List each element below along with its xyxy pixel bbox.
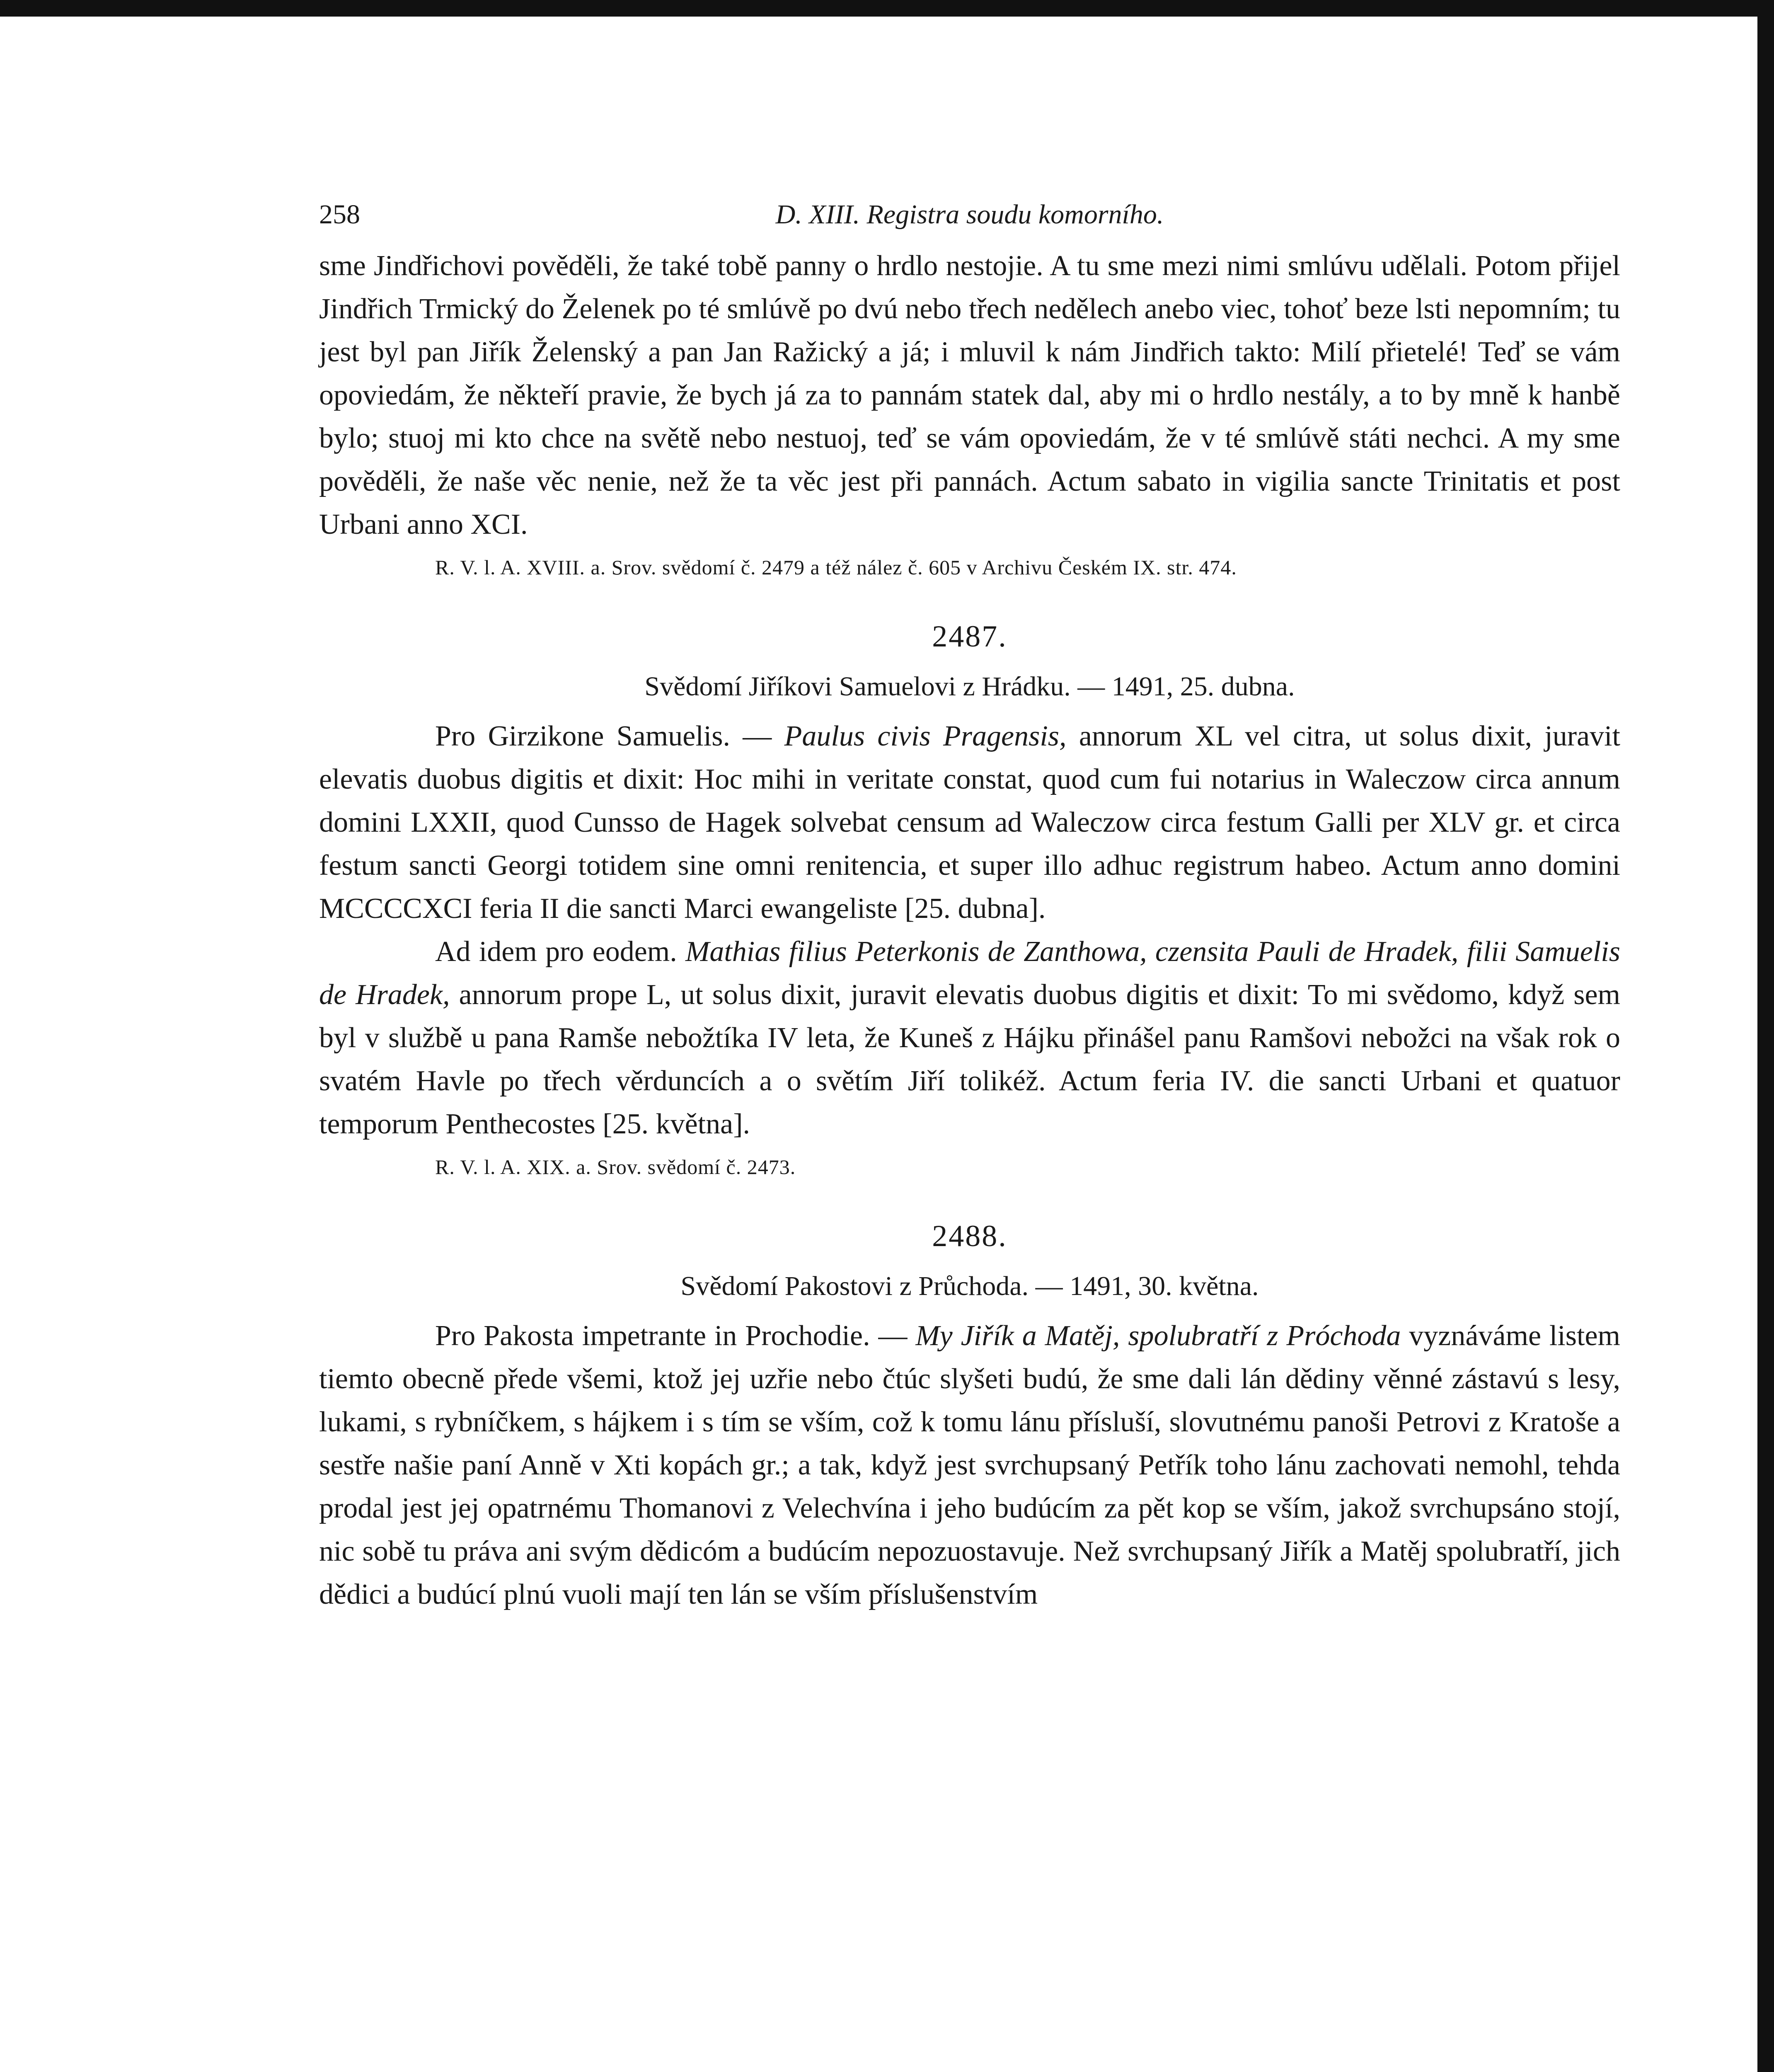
text-run: Pro Pakosta impetrante in Prochodie. — [435, 1320, 916, 1352]
scan-border-top [0, 0, 1774, 17]
entry-paragraph [319, 715, 1620, 930]
page [319, 182, 1620, 1616]
source-note: R. V. l. A. XIX. a. Srov. svědomí č. 2473. [435, 1155, 796, 1179]
page-number: 258 [319, 199, 360, 230]
italic-run: My Jiřík a Matěj, spolubratří z Próchoda [915, 1320, 1401, 1352]
entry-2487 [319, 619, 1620, 1186]
text-run: annorum prope L, ut solus dixit, juravit elevatis duobus digitis et dixit: To mi svědomo, když sem byl v službě u pana Ramše nebožtíka IV leta, že Kuneš z Hájku přinášel panu Ramšovi nebožci na však rok o svatém Havle po třech věrduncích a o světím Jiří tolikéž. Actum feria IV. die sancti Urbani et quatuor temporum Penthecostes [25. května]. [319, 979, 1620, 1140]
text-run: Pro Girzikone Samuelis. — [435, 720, 784, 752]
entry-heading: Svědomí Jiříkovi Samuelovi z Hrádku. — 1491, 25. dubna. [644, 671, 1295, 702]
scan-border-right [1757, 0, 1774, 2072]
italic-run: Mathias filius Peterkonis de Zanthowa, czensita Pauli de Hradek, filii Samuelis de Hradek, [319, 936, 1620, 1011]
text-run: Ad idem pro eodem. [435, 936, 686, 968]
text-run: vyznáváme listem tiemto obecně přede všemi, ktož jej uzřie nebo čtúc slyšeti budú, že sme dali lán dědiny věnné zástavú s lesy, lukami, s rybníčkem, s hájkem i s tím se vším, což k tomu lánu přísluší, slovutnému panoši Petrovi z Kratoše a sestře našie paní Anně v Xti kopách gr.; a tak, když jest svrchupsaný Petřík toho lánu zachovati nemohl, tehda prodal jest jej opatrnému Thomanovi z Velechvína i jeho budúcím za pět kop se vším, jakož svrchupsáno stojí, nic sobě tu práva ani svým dědicóm a budúcím nepozuostavuje. Než svrchupsaný Jiřík a Matěj spolubratří, jich dědici a budúcí plnú vuoli mají ten lán se vším příslušenstvím [319, 1320, 1620, 1610]
running-title: D. XIII. Registra soudu komorního. [775, 199, 1164, 230]
entry-paragraph [319, 1314, 1620, 1616]
entry-heading: Svědomí Pakostovi z Průchoda. — 1491, 30. května. [680, 1271, 1259, 1301]
entry-paragraph [319, 930, 1620, 1146]
italic-run: Paulus civis Pragensis, [784, 720, 1067, 752]
entry-number: 2487. [932, 620, 1007, 654]
text-run: annorum XL vel citra, ut solus dixit, juravit elevatis duobus digitis et dixit: Hoc mihi in veritate constat, quod cum fui notarius in Waleczow circa annum domini LXXII, quod Cunsso de Hagek solvebat censum ad Waleczow circa festum Galli per XLV gr. et circa festum sancti Georgi totidem sine omni renitencia, et super illo adhuc registrum habeo. Actum anno domini MCCCCXCI feria II die sancti Marci ewangeliste [25. dubna]. [319, 720, 1621, 925]
running-head [319, 182, 1620, 244]
continuation-paragraph: sme Jindřichovi pověděli, že také tobě panny o hrdlo nestojie. A tu sme mezi nimi smlúvu udělali. Potom přijel Jindřich Trmický do Želenek po té smlúvě po dvú nebo třech nedělech anebo viec, tohoť beze lsti nepomním; tu jest byl pan Jiřík Želenský a pan Jan Ražický a já; i mluvil k nám Jindřich takto: Milí přietelé! Teď se vám opoviedám, že někteří pravie, že bych já za to pannám statek dal, aby mi o hrdlo nestály, a to by mně k hanbě bylo; stuoj mi kto chce na světě nebo nestuoj, teď se vám opoviedám, že v té smlúvě státi nechci. A my sme pověděli, že naše věc nenie, než že ta věc jest při pannách. Actum sabato in vigilia sancte Trinitatis et post Urbani anno XCI. [319, 250, 1620, 540]
source-note: R. V. l. A. XVIII. a. Srov. svědomí č. 2479 a též nález č. 605 v Archivu Českém IX. str. 474. [435, 556, 1237, 579]
entry-number: 2488. [932, 1219, 1007, 1253]
entry-2488 [319, 1219, 1620, 1616]
